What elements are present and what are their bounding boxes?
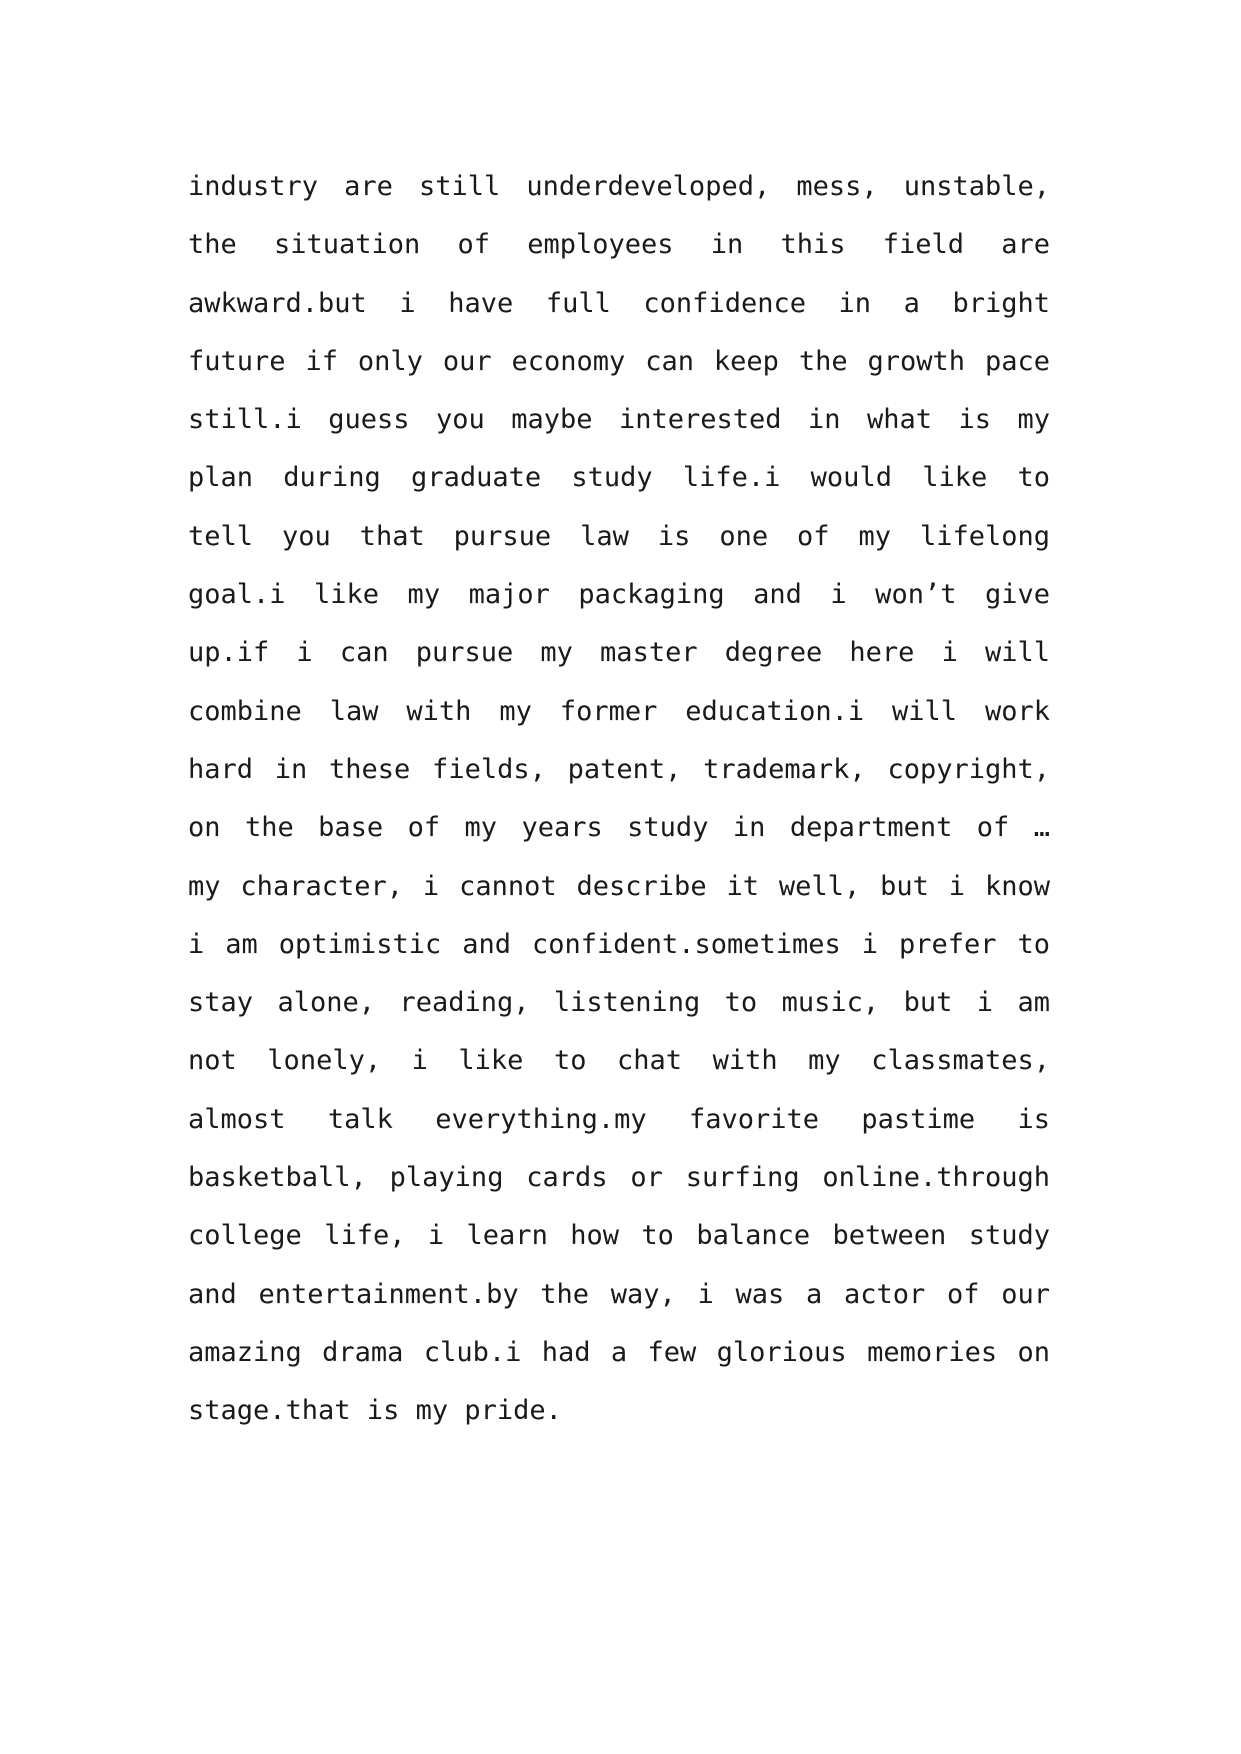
text-line: industry are still underdeveloped, mess, unstable, — [188, 171, 1050, 202]
text-line: goal.i like my major packaging and i won’t give — [188, 579, 1050, 611]
text-line: college life, i learn how to balance between study — [188, 1220, 1050, 1252]
text-line: on the base of my years study in department of … — [188, 812, 1050, 844]
text-line: not lonely, i like to chat with my classmates, — [188, 1045, 1050, 1077]
text-line: future if only our economy can keep the growth pace — [188, 345, 1050, 377]
text-line: up.if i can pursue my master degree here i will — [188, 637, 1050, 669]
text-line: basketball, playing cards or surfing online.through — [188, 1162, 1050, 1194]
text-line: still.i guess you maybe interested in what is my — [188, 404, 1050, 436]
text-line: awkward.but i have full confidence in a bright — [188, 287, 1050, 319]
text-line: hard in these fields, patent, trademark, copyright, — [188, 753, 1050, 785]
text-line: combine law with my former education.i will work — [188, 695, 1050, 727]
body-paragraph — [188, 158, 1050, 1441]
text-line: i am optimistic and confident.sometimes i prefer to — [188, 928, 1050, 960]
text-line-last: stage.that is my pride. — [188, 1395, 562, 1427]
text-line: tell you that pursue law is one of my lifelong — [188, 520, 1050, 552]
text-line: amazing drama club.i had a few glorious memories on — [188, 1336, 1050, 1368]
text-line: almost talk everything.my favorite pastime is — [188, 1103, 1050, 1135]
text-line: the situation of employees in this field are — [188, 229, 1050, 261]
text-line: plan during graduate study life.i would like to — [188, 462, 1050, 494]
text-line: my character, i cannot describe it well, but i know — [188, 870, 1050, 902]
text-line: and entertainment.by the way, i was a actor of our — [188, 1278, 1050, 1310]
text-line: stay alone, reading, listening to music, but i am — [188, 987, 1050, 1019]
